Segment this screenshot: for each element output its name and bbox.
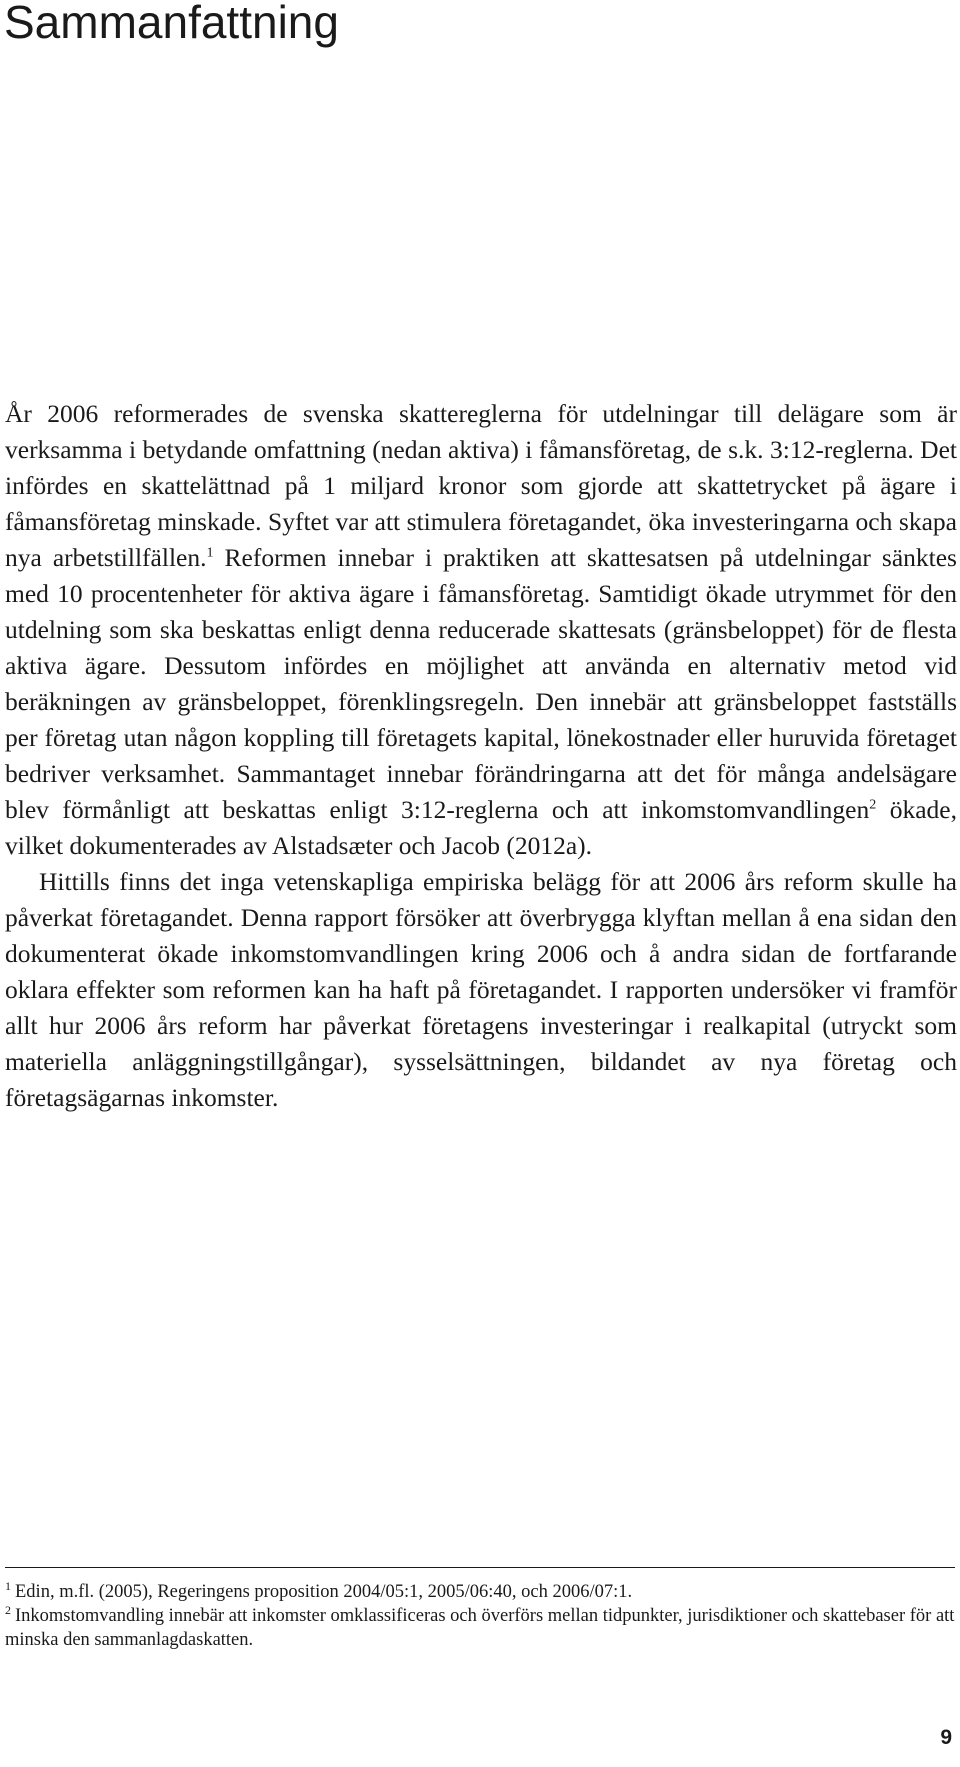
footnote-ref-2[interactable]: 2: [869, 797, 877, 813]
footnote-divider: [5, 1567, 955, 1568]
footnote-number: 1: [5, 1578, 11, 1593]
footnote-2: [5, 1604, 957, 1652]
page-heading: Sammanfattning: [4, 0, 339, 48]
footnote-text: Edin, m.fl. (2005), Regeringens proposition 2004/05:1, 2005/06:40, och 2006/07:1.: [15, 1582, 633, 1602]
footnotes: [5, 1580, 957, 1652]
footnote-ref-1[interactable]: 1: [206, 545, 214, 561]
footnote-1: [5, 1580, 957, 1604]
paragraph-1-part-3: ökade, vilket dokumenterades av Alstadsæter och Jacob (2012a).: [5, 795, 958, 860]
paragraph-1-part-1: År 2006 reformerades de svenska skattereglerna för utdelningar till delägare som är verksamma i betydande omfattning (nedan aktiva) i fåmansföretag, de s.k. 3:12-reglerna. Det infördes en skattelättnad på 1 miljard kronor som gjorde att skattetrycket på ägare i fåmansföretag minskade. Syftet var att stimulera företagandet, öka investeringarna och skapa nya arbetstillfällen.: [5, 399, 957, 572]
page-number: 9: [940, 1726, 952, 1749]
footnote-number: 2: [5, 1602, 11, 1617]
body-text: [5, 396, 957, 1116]
paragraph-2: Hittills finns det inga vetenskapliga empiriska belägg för att 2006 års reform skulle ha påverkat företagandet. Denna rapport försöker att överbrygga klyftan mellan å ena sidan den dokumenterat ökade inkomstomvandlingen kring 2006 och å andra sidan de fortfarande oklara effekter som reformen kan ha haft på företagandet. I rapporten undersöker vi framför allt hur 2006 års reform har påverkat företagens investeringar i realkapital (utryckt som materiella anläggningstillgångar), sysselsättningen, bildandet av nya företag och företagsägarnas inkomster.: [5, 867, 957, 1112]
paragraph-1: [5, 396, 957, 864]
footnote-text: Inkomstomvandling innebär att inkomster omklassificeras och överförs mellan tidpunkter, jurisdiktioner och skattebaser för att minska den sammanlagdaskatten.: [5, 1606, 955, 1650]
paragraph-1-part-2: Reformen innebar i praktiken att skattesatsen på utdelningar sänktes med 10 procentenheter för aktiva ägare i fåmansföretag. Samtidigt ökade utrymmet för den utdelning som ska beskattas enligt denna reducerade skattesats (gränsbeloppet) för de flesta aktiva ägare. Dessutom infördes en möjlighet att använda en alternativ metod vid beräkningen av gränsbeloppet, förenklingsregeln. Den innebär att gränsbeloppet fastställs per företag utan någon koppling till företagets kapital, lönekostnader eller huruvida företaget bedriver verksamhet. Sammantaget innebar förändringarna att det för många andelsägare blev förmånligt att beskattas enligt 3:12-reglerna och att inkomstomvandlingen: [5, 543, 957, 824]
